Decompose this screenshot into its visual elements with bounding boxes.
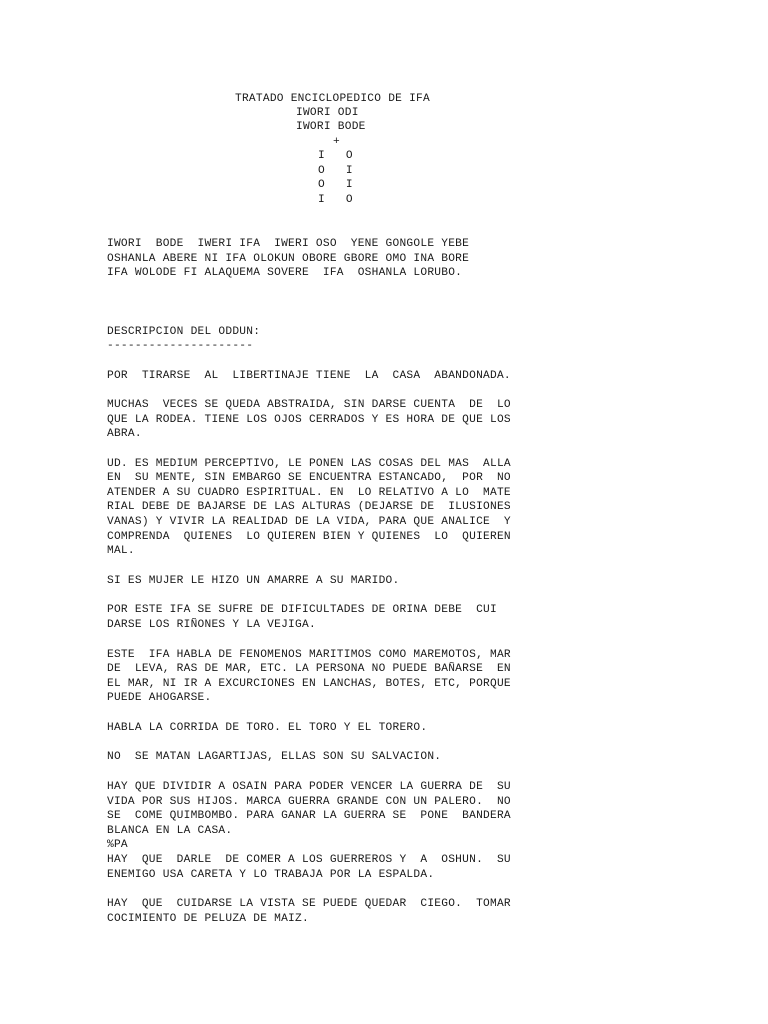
paragraph-line: %PA [107, 839, 128, 851]
paragraph-line: PUEDE AHOGARSE. [107, 692, 212, 704]
paragraph-line: UD. ES MEDIUM PERCEPTIVO, LE PONEN LAS COSAS DEL MAS ALLA [107, 458, 511, 470]
paragraph-line: VANAS) Y VIVIR LA REALIDAD DE LA VIDA, PARA QUE ANALICE Y [107, 516, 511, 528]
paragraph-line: DARSE LOS RIÑONES Y LA VEJIGA. [107, 619, 316, 631]
odu-mark-row: I O [318, 150, 353, 162]
paragraph-line: MAL. [107, 545, 135, 557]
paragraph-line: ATENDER A SU CUADRO ESPIRITUAL. EN LO RELATIVO A LO MATE [107, 487, 511, 499]
paragraph-line: COCIMIENTO DE PELUZA DE MAIZ. [107, 913, 309, 925]
paragraph-line: HAY QUE DARLE DE COMER A LOS GUERREROS Y A OSHUN. SU [107, 854, 511, 866]
paragraph-line: RIAL DEBE DE BAJARSE DE LAS ALTURAS (DEJARSE DE ILUSIONES [107, 501, 511, 513]
paragraph-line: EL MAR, NI IR A EXCURCIONES EN LANCHAS, BOTES, ETC, PORQUE [107, 678, 511, 690]
paragraph-line: POR ESTE IFA SE SUFRE DE DIFICULTADES DE ORINA DEBE CUI [107, 604, 497, 616]
paragraph-line: POR TIRARSE AL LIBERTINAJE TIENE LA CASA ABANDONADA. [107, 370, 511, 382]
paragraph-line: HAY QUE CUIDARSE LA VISTA SE PUEDE QUEDAR CIEGO. TOMAR [107, 898, 511, 910]
paragraph-line: VIDA POR SUS HIJOS. MARCA GUERRA GRANDE CON UN PALERO. NO [107, 796, 511, 808]
paragraph-line: NO SE MATAN LAGARTIJAS, ELLAS SON SU SALVACION. [107, 751, 442, 763]
document-title: TRATADO ENCICLOPEDICO DE IFA [235, 93, 430, 105]
paragraph-line: EN SU MENTE, SIN EMBARGO SE ENCUENTRA ESTANCADO, POR NO [107, 472, 511, 484]
paragraph-line: SE COME QUIMBOMBO. PARA GANAR LA GUERRA SE PONE BANDERA [107, 810, 511, 822]
odu-mark-row: O I [318, 165, 353, 177]
section-underline: --------------------- [107, 340, 254, 352]
paragraph-line: HAY QUE DIVIDIR A OSAIN PARA PODER VENCER LA GUERRA DE SU [107, 781, 511, 793]
paragraph-line: ENEMIGO USA CARETA Y LO TRABAJA POR LA ESPALDA. [107, 869, 435, 881]
intro-line: IWORI BODE IWERI IFA IWERI OSO YENE GONGOLE YEBE [107, 238, 470, 250]
paragraph-line: COMPRENDA QUIENES LO QUIEREN BIEN Y QUIENES LO QUIEREN [107, 531, 511, 543]
section-heading: DESCRIPCION DEL ODDUN: [107, 326, 261, 338]
paragraph-line: DE LEVA, RAS DE MAR, ETC. LA PERSONA NO PUEDE BAÑARSE EN [107, 663, 511, 675]
intro-line: OSHANLA ABERE NI IFA OLOKUN OBORE GBORE OMO INA BORE [107, 253, 470, 265]
paragraph-line: SI ES MUJER LE HIZO UN AMARRE A SU MARIDO. [107, 575, 400, 587]
odu-mark-row: O I [318, 179, 353, 191]
intro-line: IFA WOLODE FI ALAQUEMA SOVERE IFA OSHANLA LORUBO. [107, 267, 463, 279]
odu-name-1: IWORI ODI [296, 107, 359, 119]
paragraph-line: MUCHAS VECES SE QUEDA ABSTRAIDA, SIN DARSE CUENTA DE LO [107, 399, 511, 411]
paragraph-line: HABLA LA CORRIDA DE TORO. EL TORO Y EL TORERO. [107, 722, 428, 734]
odu-mark-row: I O [318, 194, 353, 206]
odu-name-2: IWORI BODE [296, 121, 366, 133]
paragraph-line: BLANCA EN LA CASA. [107, 825, 233, 837]
paragraph-line: ESTE IFA HABLA DE FENOMENOS MARITIMOS COMO MAREMOTOS, MAR [107, 649, 511, 661]
paragraph-line: QUE LA RODEA. TIENE LOS OJOS CERRADOS Y ES HORA DE QUE LOS [107, 414, 511, 426]
paragraph-line: ABRA. [107, 428, 142, 440]
plus-sign: + [333, 136, 340, 148]
